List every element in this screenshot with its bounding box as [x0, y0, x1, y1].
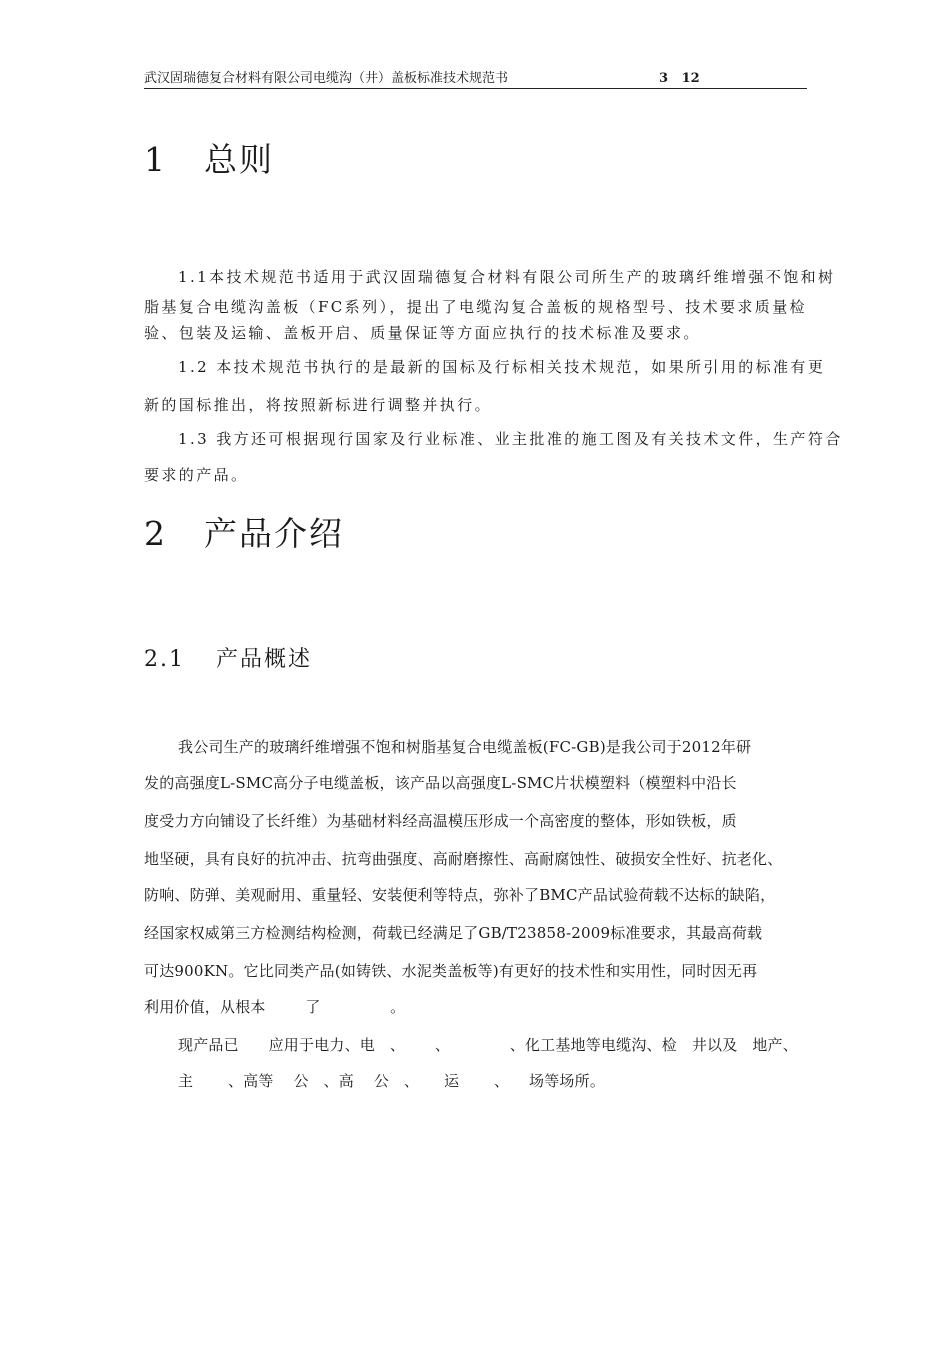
paragraph-line: 主 、高等 公 、高 公 、 运 、 场等场所。 [178, 1072, 606, 1090]
section-2-number: 2 [144, 514, 167, 553]
header-page-number: 3 12 [659, 71, 700, 86]
paragraph-line: 现产品已 应用于电力、电 、 、 、化工基地等电缆沟、检 井以及 地产、 [178, 1036, 798, 1054]
paragraph-line: 我公司生产的玻璃纤维增强不饱和树脂基复合电缆盖板(FC-GB)是我公司于2012年研 [178, 738, 752, 756]
section-2-1-number: 2.1 [144, 647, 185, 672]
header-title: 武汉固瑞德复合材料有限公司电缆沟（井）盖板标准技术规范书 [144, 71, 509, 86]
paragraph-line: 地坚硬，具有良好的抗冲击、抗弯曲强度、高耐磨擦性、高耐腐蚀性、破损安全性好、抗老化、 [144, 850, 783, 868]
paragraph-line: 度受力方向铺设了长纤维）为基础材料经高温模压形成一个高密度的整体，形如铁板，质 [144, 812, 737, 830]
section-2-heading [144, 514, 344, 554]
section-1-heading [144, 140, 274, 180]
paragraph-line: 经国家权威第三方检测结构检测，荷载已经满足了GB/T23858-2009标准要求，其最高荷载 [144, 924, 763, 942]
paragraph-line: 1.2 本技术规范书执行的是最新的国标及行标相关技术规范，如果所引用的标准有更 [178, 358, 826, 376]
paragraph-line: 验、包装及运输、盖板开启、质量保证等方面应执行的技术标准及要求。 [144, 324, 701, 342]
paragraph-line: 可达900KN。它比同类产品(如铸铁、水泥类盖板等)有更好的技术性和实用性，同时因无再 [144, 962, 758, 980]
page-header [144, 70, 807, 89]
paragraph-line: 发的高强度L-SMC高分子电缆盖板，该产品以高强度L-SMC片状模塑料（模塑料中沿长 [144, 774, 737, 792]
paragraph-line: 脂基复合电缆沟盖板（FC系列），提出了电缆沟复合盖板的规格型号、技术要求质量检 [144, 298, 807, 316]
section-2-1-heading [144, 646, 312, 674]
section-2-title: 产品介绍 [204, 514, 344, 553]
paragraph-line: 防响、防弹、美观耐用、重量轻、安装便利等特点，弥补了BMC产品试验荷载不达标的缺陷， [144, 886, 776, 904]
paragraph-line: 1.3 我方还可根据现行国家及行业标准、业主批准的施工图及有关技术文件，生产符合 [178, 430, 843, 448]
paragraph-line: 1.1本技术规范书适用于武汉固瑞德复合材料有限公司所生产的玻璃纤维增强不饱和树 [178, 268, 836, 286]
paragraph-line: 新的国标推出，将按照新标进行调整并执行。 [144, 396, 493, 414]
paragraph-line: 要求的产品。 [144, 466, 249, 484]
paragraph-line: 利用价值，从根本 了 。 [144, 998, 406, 1016]
section-2-1-title: 产品概述 [216, 647, 313, 672]
section-1-number: 1 [144, 140, 167, 179]
section-1-title: 总则 [204, 140, 274, 179]
